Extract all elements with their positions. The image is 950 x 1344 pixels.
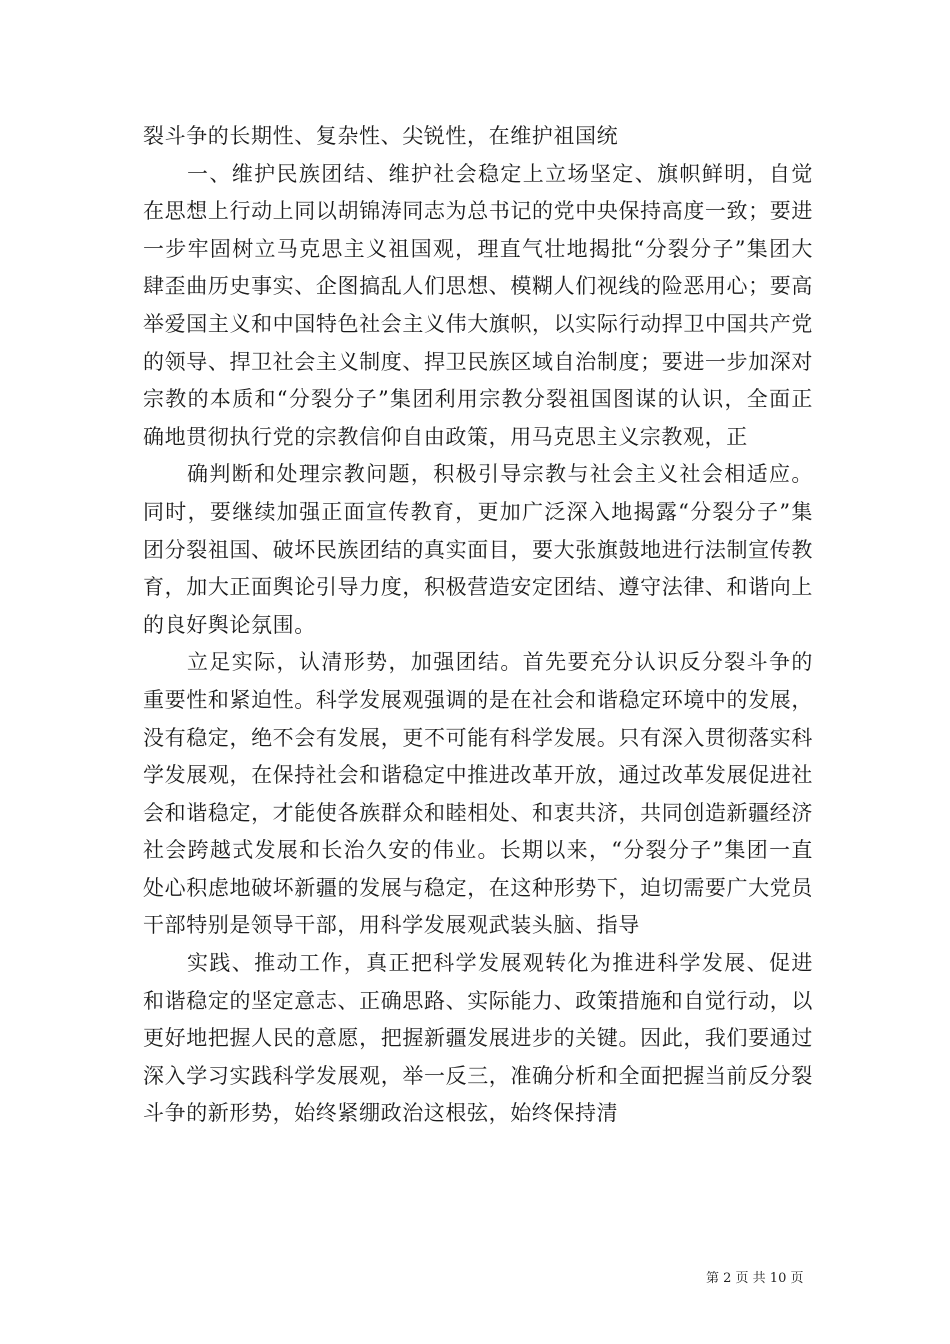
paragraph-3: 确判断和处理宗教问题，积极引导宗教与社会主义社会相适应。同时，要继续加强正面宣传教育，更加广泛深入地揭露“分裂分子”集团分裂祖国、破坏民族团结的真实面目，要大张旗鼓地进行法制宣传教育，加大正面舆论引导力度，积极营造安定团结、遵守法律、和谐向上的良好舆论氛围。 [143,462,813,637]
document-body [143,118,813,1133]
paragraph-1: 裂斗争的长期性、复杂性、尖锐性，在维护祖国统 [143,124,619,148]
paragraph-4: 立足实际，认清形势，加强团结。首先要充分认识反分裂斗争的重要性和紧迫性。科学发展观强调的是在社会和谐稳定环境中的发展，没有稳定，绝不会有发展，更不可能有科学发展。只有深入贯彻落实科学发展观，在保持社会和谐稳定中推进改革开放，通过改革发展促进社会和谐稳定，才能使各族群众和睦相处、和衷共济，共同创造新疆经济社会跨越式发展和长治久安的伟业。长期以来，“分裂分子”集团一直处心积虑地破坏新疆的发展与稳定，在这种形势下，迫切需要广大党员干部特别是领导干部，用科学发展观武装头脑、指导 [143,650,813,938]
page-number: 第 2 页 共 10 页 [706,1271,804,1286]
paragraph-5: 实践、推动工作，真正把科学发展观转化为推进科学发展、促进和谐稳定的坚定意志、正确思路、实际能力、政策措施和自觉行动，以更好地把握人民的意愿，把握新疆发展进步的关键。因此，我们要通过深入学习实践科学发展观，举一反三，准确分析和全面把握当前反分裂斗争的新形势，始终紧绷政治这根弦，始终保持清 [143,951,813,1126]
paragraph-2: 一、维护民族团结、维护社会稳定上立场坚定、旗帜鲜明，自觉在思想上行动上同以胡锦涛同志为总书记的党中央保持高度一致；要进一步牢固树立马克思主义祖国观，理直气壮地揭批“分裂分子”集团大肆歪曲历史事实、企图搞乱人们思想、模糊人们视线的险恶用心；要高举爱国主义和中国特色社会主义伟大旗帜，以实际行动捍卫中国共产党的领导、捍卫社会主义制度、捍卫民族区域自治制度；要进一步加深对宗教的本质和“分裂分子”集团利用宗教分裂祖国图谋的认识，全面正确地贯彻执行党的宗教信仰自由政策，用马克思主义宗教观，正 [143,161,813,449]
